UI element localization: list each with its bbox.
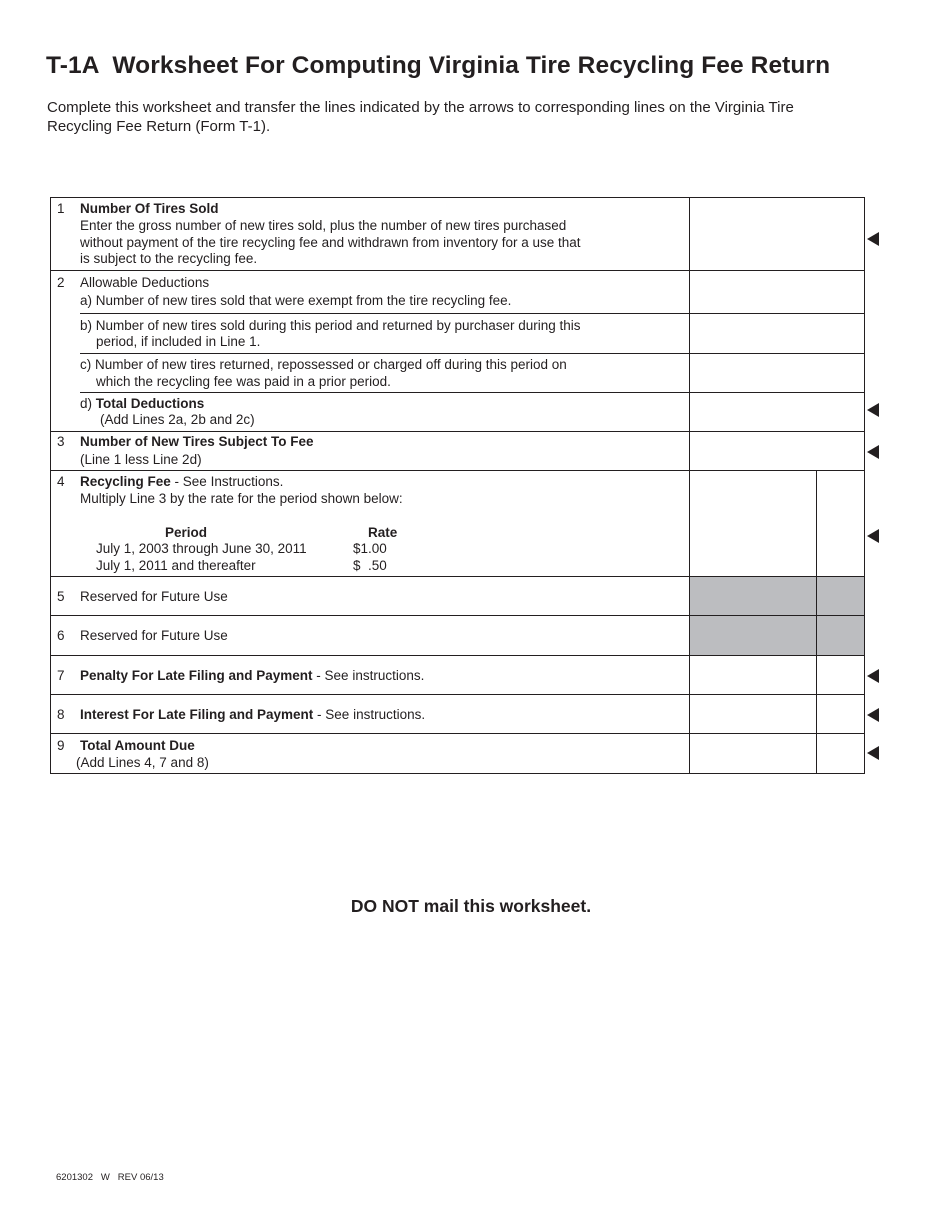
line9-heading: Total Amount Due bbox=[80, 738, 195, 753]
line4-heading: Recycling Fee bbox=[80, 474, 171, 489]
table-border-top bbox=[50, 197, 865, 198]
line7-number: 7 bbox=[57, 668, 65, 683]
rate-rate-header: Rate bbox=[368, 525, 398, 540]
line2c-text: which the recycling fee was paid in a prior period. bbox=[96, 374, 391, 389]
line1-number: 1 bbox=[57, 201, 65, 216]
line8-suffix: - See instructions. bbox=[313, 707, 426, 722]
line9-cents-field[interactable] bbox=[817, 735, 863, 773]
line9-number: 9 bbox=[57, 738, 65, 753]
line1-amount-field[interactable] bbox=[690, 198, 863, 269]
transfer-arrow-icon bbox=[867, 232, 879, 246]
table-border-left bbox=[50, 197, 51, 774]
line2d-heading: Total Deductions bbox=[95, 396, 205, 411]
line2-number: 2 bbox=[57, 275, 65, 290]
line3-number: 3 bbox=[57, 434, 65, 449]
rate-value-1: $1.00 bbox=[353, 541, 387, 556]
transfer-arrow-icon bbox=[867, 445, 879, 459]
reserved-cell-line6 bbox=[689, 616, 864, 655]
line2c-amount-field[interactable] bbox=[690, 354, 863, 392]
line2d-prefix: d) bbox=[80, 396, 96, 411]
reserved-cell-line5 bbox=[689, 577, 864, 616]
transfer-arrow-icon bbox=[867, 708, 879, 722]
line1-heading: Number Of Tires Sold bbox=[80, 201, 219, 216]
row-divider bbox=[80, 392, 865, 393]
line2b-amount-field[interactable] bbox=[690, 314, 863, 352]
line2d-label bbox=[80, 396, 204, 413]
line2b-text: b) Number of new tires sold during this period and returned by purchaser during this bbox=[80, 318, 581, 333]
cents-column-rule bbox=[816, 470, 817, 774]
line9-dollars-field[interactable] bbox=[690, 735, 815, 773]
line7-dollars-field[interactable] bbox=[690, 657, 815, 694]
line2c-text: c) Number of new tires returned, repossessed or charged off during this period on bbox=[80, 357, 567, 372]
table-border-right bbox=[864, 197, 865, 774]
line2a-amount-field[interactable] bbox=[690, 271, 863, 312]
line2b-text: period, if included in Line 1. bbox=[96, 334, 261, 349]
line2d-note: (Add Lines 2a, 2b and 2c) bbox=[100, 412, 255, 427]
row-divider bbox=[50, 733, 865, 734]
row-divider bbox=[50, 270, 865, 271]
transfer-arrow-icon bbox=[867, 746, 879, 760]
do-not-mail-notice: DO NOT mail this worksheet. bbox=[350, 896, 592, 916]
line3-amount-field[interactable] bbox=[690, 432, 863, 469]
row-divider bbox=[80, 353, 865, 354]
line8-dollars-field[interactable] bbox=[690, 696, 815, 733]
row-divider bbox=[80, 313, 865, 314]
line8-number: 8 bbox=[57, 707, 65, 722]
line5-number: 5 bbox=[57, 589, 65, 604]
line4-cents-field[interactable] bbox=[817, 471, 863, 576]
row-divider bbox=[50, 694, 865, 695]
line9-note: (Add Lines 4, 7 and 8) bbox=[76, 755, 209, 770]
form-code-footer: 6201302 W REV 06/13 bbox=[56, 1172, 164, 1183]
line1-text: without payment of the tire recycling fee and withdrawn from inventory for a use that bbox=[80, 235, 581, 250]
page-title: T-1A Worksheet For Computing Virginia Tire Recycling Fee Return bbox=[46, 52, 831, 79]
line4-dollars-field[interactable] bbox=[690, 471, 815, 576]
line4-label bbox=[80, 474, 283, 491]
line4-text: Multiply Line 3 by the rate for the period shown below: bbox=[80, 491, 403, 506]
line2-heading: Allowable Deductions bbox=[80, 275, 210, 290]
line8-cents-field[interactable] bbox=[817, 696, 863, 733]
line2d-amount-field[interactable] bbox=[690, 393, 863, 430]
transfer-arrow-icon bbox=[867, 403, 879, 417]
rate-period-2: July 1, 2011 and thereafter bbox=[96, 558, 256, 573]
row-divider bbox=[50, 655, 865, 656]
line4-number: 4 bbox=[57, 474, 65, 489]
line8-label bbox=[80, 707, 425, 724]
line6-text: Reserved for Future Use bbox=[80, 628, 228, 643]
line4-suffix: - See Instructions. bbox=[170, 474, 284, 489]
row-divider bbox=[50, 470, 865, 471]
line7-cents-field[interactable] bbox=[817, 657, 863, 694]
line7-label bbox=[80, 668, 424, 685]
line3-note: (Line 1 less Line 2d) bbox=[80, 452, 202, 467]
line1-text: Enter the gross number of new tires sold, plus the number of new tires purchased bbox=[80, 218, 567, 233]
transfer-arrow-icon bbox=[867, 529, 879, 543]
line1-text: is subject to the recycling fee. bbox=[80, 251, 258, 266]
line7-suffix: - See instructions. bbox=[312, 668, 425, 683]
row-divider bbox=[50, 431, 865, 432]
line2a-text: a) Number of new tires sold that were exempt from the tire recycling fee. bbox=[80, 293, 512, 308]
transfer-arrow-icon bbox=[867, 669, 879, 683]
line7-heading: Penalty For Late Filing and Payment bbox=[80, 668, 313, 683]
row-divider bbox=[50, 576, 865, 577]
line8-heading: Interest For Late Filing and Payment bbox=[80, 707, 314, 722]
intro-text: Complete this worksheet and transfer the lines indicated by the arrows to corresponding lines on the Virginia Tire Recycling Fee Return (Form T-1). bbox=[47, 99, 794, 135]
row-divider bbox=[50, 615, 865, 616]
rate-period-1: July 1, 2003 through June 30, 2011 bbox=[96, 541, 307, 556]
rate-value-2: $ .50 bbox=[353, 558, 387, 573]
line3-heading: Number of New Tires Subject To Fee bbox=[80, 434, 314, 449]
line5-text: Reserved for Future Use bbox=[80, 589, 228, 604]
amount-column-rule bbox=[689, 197, 690, 774]
rate-period-header: Period bbox=[165, 525, 208, 540]
line6-number: 6 bbox=[57, 628, 65, 643]
table-border-bottom bbox=[50, 773, 865, 774]
